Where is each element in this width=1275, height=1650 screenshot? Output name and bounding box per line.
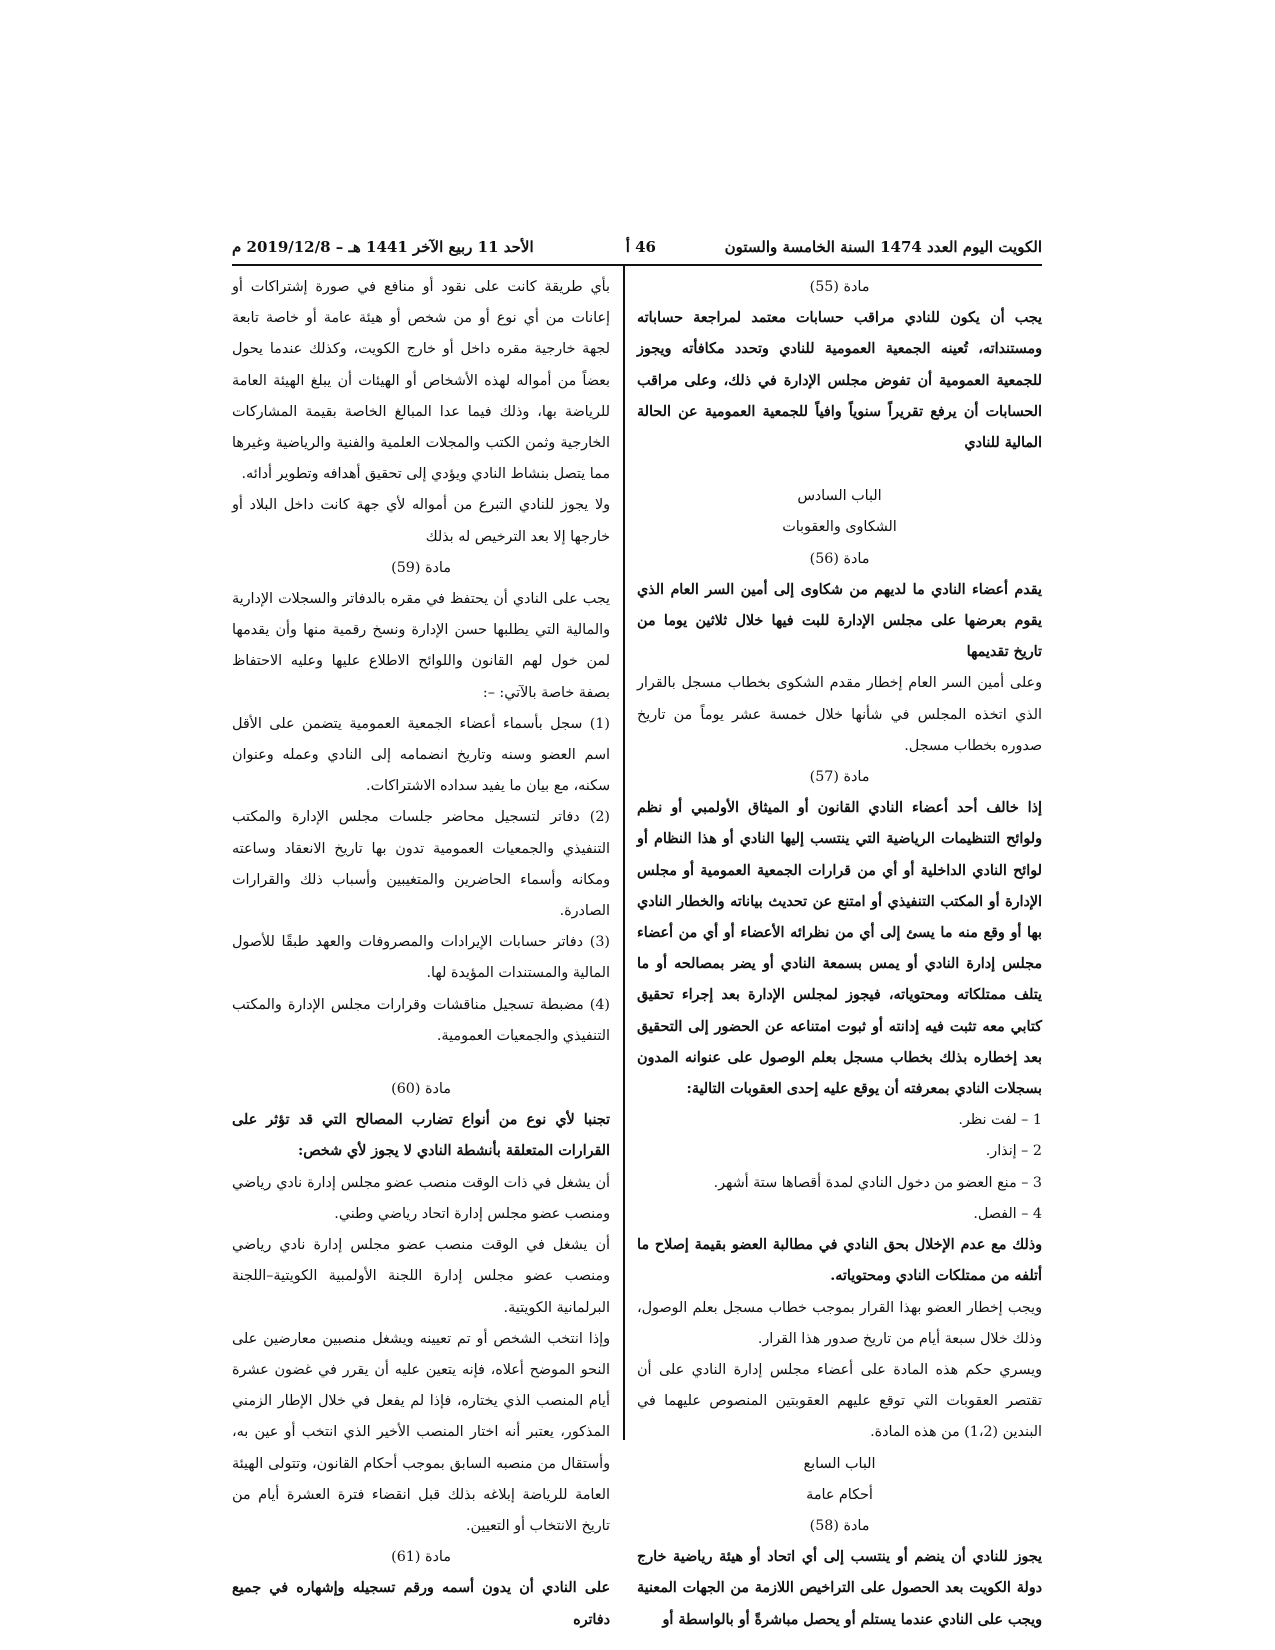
paragraph: يجب على النادي أن يحتفظ في مقره بالدفاتر والسجلات الإدارية والمالية التي يطلبها حسن الإدارة ونسخ رقمية منها وأن يقدمها لمن خول لهم القانون واللوائح الاطلاع عليها وعليه الاحتفاظ بصفة خاصة بالآتي: –: [232, 591, 610, 701]
article-heading: مادة (60) [391, 1081, 451, 1098]
header-date: الأحد 11 ربيع الآخر 1441 هـ – 2019/12/8 م [232, 238, 534, 256]
paragraph: يجوز للنادي أن ينضم أو ينتسب إلى أي اتحاد أو هيئة رياضية خارج دولة الكويت بعد الحصول على التراخيص اللازمة من الجهات المعنية ويجب على النادي عندما يستلم أو يحصل مباشرةً أو بالواسطة أو [637, 1549, 1042, 1628]
article-heading: مادة (56) [809, 550, 870, 567]
paragraph: ويسري حكم هذه المادة على أعضاء مجلس إدارة النادي على أن تقتصر العقوبات التي توقع عليهم العقوبتين المنصوص عليهما في البندين (1،2) من هذه المادة. [637, 1361, 1042, 1441]
list-item: 2 – إنذار. [985, 1143, 1042, 1160]
paragraph: (2) دفاتر لتسجيل محاضر جلسات مجلس الإدارة والمكتب التنفيذي والجمعيات العمومية تدون بها تاريخ الانعقاد وساعته ومكانه وأسماء الحاضرين والمتغيبين وأسباب ذلك والقرارات الصادرة. [232, 809, 610, 920]
article-heading: الشكاوى والعقوبات [782, 519, 897, 536]
paragraph: يجب أن يكون للنادي مراقب حسابات معتمد لمراجعة حساباته ومستنداته، تُعينه الجمعية العمومية للنادي وتحدد مكافأته ويجوز للجمعية العمومية أن تفوض مجلس الإدارة في ذلك، وعلى مراقب الحسابات أن يرفع تقريراً سنوياً وافياً للجمعية العمومية عن الحالة المالية للنادي [637, 310, 1042, 452]
article-heading: مادة (57) [809, 769, 870, 786]
article-heading: أحكام عامة [806, 1486, 873, 1503]
list-item: 3 – منع العضو من دخول النادي لمدة أقصاها ستة أشهر. [713, 1174, 1042, 1191]
paragraph: يقدم أعضاء النادي ما لديهم من شكاوى إلى أمين السر العام الذي يقوم بعرضها على مجلس الإدارة للبت فيها خلال ثلاثين يوما من تاريخ تقديمها [637, 581, 1042, 661]
spacer [232, 1052, 610, 1074]
paragraph: إذا خالف أحد أعضاء النادي القانون أو الميثاق الأولمبي أو نظم ولوائح التنظيمات الرياضية التي ينتسب إليها النادي أو هذا النظام أو لوائح النادي الداخلية أو أي من قرارات الجمعية العمومية أو مجلس الإدارة أو المكتب التنفيذي أو امتنع عن تحديث بياناته والخطار النادي بها أو وقع منه ما يسئ إلى أي من نظرائه الأعضاء أو أي من أعضاء مجلس إدارة النادي أو يمس بسمعة النادي أو يضر بمصالحه أو ما يتلف ممتلكاته ومحتوياته، فيجوز لمجلس الإدارة بعد إجراء تحقيق كتابي معه تثبت فيه إدانته أو ثبوت امتناعه عن الحضور إلى التحقيق بعد إخطاره بذلك بخطاب مسجل بعلم الوصول على عنوانه المدون بسجلات النادي بمعرفته أن يوقع عليه إحدى العقوبات التالية: [637, 800, 1042, 1098]
article-heading: الباب السابع [803, 1455, 876, 1472]
left-column [232, 272, 610, 1636]
paragraph: (3) دفاتر حسابات الإيرادات والمصروفات والعهد طبقًا للأصول المالية والمستندات المؤيدة لها. [232, 934, 610, 982]
list-item: 4 – الفصل. [973, 1205, 1042, 1222]
article-heading: مادة (58) [809, 1517, 870, 1534]
article-heading: مادة (61) [391, 1549, 451, 1566]
paragraph: وإذا انتخب الشخص أو تم تعيينه ويشغل منصبين معارضين على النحو الموضح أعلاه، فإنه يتعين عليه أن يقرر في غضون عشرة أيام المنصب الذي يختاره، فإذا لم يفعل في خلال الإطار الزمني المذكور، يعتبر أنه اختار المنصب الأخير الذي انتخب أو عين به، وأستقال من منصبه السابق بموجب أحكام القانون، وتتولى الهيئة العامة للرياضة إبلاغه بذلك قبل انقضاء فترة العشرة أيام من تاريخ الانتخاب أو التعيين. [232, 1330, 610, 1534]
right-column [637, 272, 1042, 1636]
paragraph: وذلك مع عدم الإخلال بحق النادي في مطالبة العضو بقيمة إصلاح ما أتلفه من ممتلكات النادي ومحتوياته. [637, 1237, 1042, 1285]
list-item: 1 – لفت نظر. [958, 1112, 1042, 1129]
article-heading: الباب السادس [797, 488, 882, 505]
paragraph: على النادي أن يدون أسمه ورقم تسجيله وإشهاره في جميع دفاتره [232, 1580, 610, 1628]
paragraph: (4) مضبطة تسجيل مناقشات وقرارات مجلس الإدارة والمكتب التنفيذي والجمعيات العمومية. [232, 996, 610, 1044]
page-header [232, 234, 1042, 262]
header-divider [232, 264, 1042, 266]
paragraph: أن يشغل في ذات الوقت منصب عضو مجلس إدارة نادي رياضي ومنصب عضو مجلس إدارة اتحاد رياضي وطني. [232, 1174, 610, 1222]
article-heading: مادة (55) [809, 279, 870, 295]
header-issue: الكويت اليوم العدد 1474 السنة الخامسة والستون [724, 238, 1042, 256]
spacer [637, 459, 1042, 481]
paragraph: وعلى أمين السر العام إخطار مقدم الشكوى بخطاب مسجل بالقرار الذي اتخذه المجلس في شأنها خلال خمسة عشر يوماً من تاريخ صدوره بخطاب مسجل. [637, 675, 1042, 754]
paragraph: أن يشغل في الوقت منصب عضو مجلس إدارة نادي رياضي ومنصب عضو مجلس إدارة اللجنة الأولمبية الكويتية–اللجنة البرلمانية الكويتية. [232, 1237, 610, 1316]
paragraph: ولا يجوز للنادي التبرع من أمواله لأي جهة كانت داخل البلاد أو خارجها إلا بعد الترخيص له بذلك [232, 497, 610, 545]
paragraph: ويجب إخطار العضو بهذا القرار بموجب خطاب مسجل بعلم الوصول، وذلك خلال سبعة أيام من تاريخ صدور هذا القرار. [637, 1299, 1042, 1347]
article-heading: مادة (59) [391, 559, 451, 576]
paragraph: تجنبا لأي نوع من أنواع تضارب المصالح التي قد تؤثر على القرارات المتعلقة بأنشطة النادي لا يجوز لأي شخص: [232, 1112, 610, 1160]
paragraph: بأي طريقة كانت على نقود أو منافع في صورة إشتراكات أو إعانات من أي نوع أو من شخص أو هيئة عامة أو خاصة تابعة لجهة خارجية مقره داخل أو خارج الكويت، وكذلك عندما يحول بعضاً من أمواله لهذه الأشخاص أو الهيئات أن يبلغ الهيئة العامة للرياضة بها، وذلك فيما عدا المبالغ الخاصة بقيمة المشاركات الخارجية وثمن الكتب والمجلات العلمية والفنية والرياضية وغيرها مما يتصل بنشاط النادي ويؤدي إلى تحقيق أهدافه وتطوير أدائه. [232, 279, 610, 483]
header-page-number: 46 أ [625, 238, 656, 256]
column-divider [623, 266, 625, 1440]
paragraph: (1) سجل بأسماء أعضاء الجمعية العمومية يتضمن على الأقل اسم العضو وسنه وتاريخ انضمامه إلى النادي وعمله وعنوان سكنه، مع بيان ما يفيد سداده الاشتراكات. [232, 715, 610, 795]
